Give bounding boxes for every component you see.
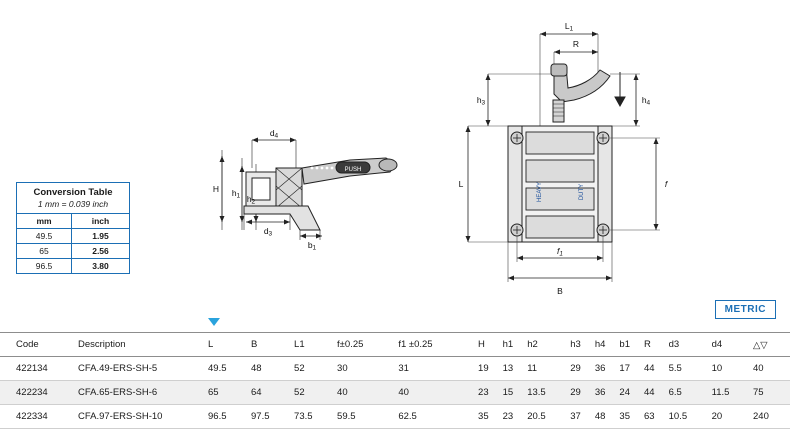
conversion-row <box>17 259 129 274</box>
cell-H: 35 <box>478 405 503 429</box>
cell-B: 64 <box>251 381 294 405</box>
th-h1: h1 <box>503 333 528 357</box>
heavy-text: HEAVY <box>537 182 543 202</box>
conversion-inch-value: 3.80 <box>72 259 130 274</box>
cell-h1: 13 <box>503 357 528 381</box>
cell-description: CFA.65-ERS-SH-6 <box>78 381 208 405</box>
cell-h1: 15 <box>503 381 528 405</box>
cell-h2: 20.5 <box>527 405 570 429</box>
duty-text: DUTY <box>579 183 585 201</box>
cell-H: 23 <box>478 381 503 405</box>
dim-label-h2: h2 <box>246 194 256 206</box>
dim-label-f: f <box>664 179 668 189</box>
cell-L1: 73.5 <box>294 405 337 429</box>
cell-h4: 36 <box>595 357 620 381</box>
cell-code: 422234 <box>0 381 78 405</box>
th-weight <box>753 333 790 357</box>
cell-L1: 52 <box>294 381 337 405</box>
cell-f: 40 <box>337 381 398 405</box>
conversion-inch-value: 2.56 <box>72 244 130 259</box>
cell-d4: 11.5 <box>712 381 753 405</box>
cell-h2: 13.5 <box>527 381 570 405</box>
dim-label-f1: f1 <box>557 246 563 258</box>
cell-f1: 31 <box>398 357 478 381</box>
cell-d3: 10.5 <box>669 405 712 429</box>
cell-f: 59.5 <box>337 405 398 429</box>
cell-b1: 24 <box>619 381 644 405</box>
column-marker-icon <box>208 318 220 326</box>
conversion-row <box>17 229 129 244</box>
dim-label-B: B <box>557 286 563 296</box>
cell-d4: 20 <box>712 405 753 429</box>
cell-weight: 75 <box>753 381 790 405</box>
cell-weight: 240 <box>753 405 790 429</box>
cell-H: 19 <box>478 357 503 381</box>
conversion-mm-value: 65 <box>17 244 72 259</box>
th-L: L <box>208 333 251 357</box>
specification-table <box>0 332 790 429</box>
table-row <box>0 405 790 429</box>
front-view-drawing <box>450 14 680 304</box>
cell-weight: 40 <box>753 357 790 381</box>
conversion-row <box>17 244 129 259</box>
cell-L: 49.5 <box>208 357 251 381</box>
dim-label-h3: h3 <box>476 95 486 107</box>
cell-h4: 48 <box>595 405 620 429</box>
th-B: B <box>251 333 294 357</box>
dim-label-L1: L1 <box>564 21 574 33</box>
cell-h3: 37 <box>570 405 595 429</box>
th-h3: h3 <box>570 333 595 357</box>
side-view-drawing <box>200 110 440 250</box>
dim-label-h1: h1 <box>231 188 241 200</box>
th-h2: h2 <box>527 333 570 357</box>
conversion-header-inch: inch <box>72 214 130 229</box>
cell-b1: 35 <box>619 405 644 429</box>
conversion-header-mm: mm <box>17 214 72 229</box>
th-code: Code <box>0 333 78 357</box>
dim-label-R: R <box>572 39 580 49</box>
dim-label-b1: b1 <box>307 240 317 250</box>
th-f: f±0.25 <box>337 333 398 357</box>
cell-R: 44 <box>644 357 669 381</box>
cell-d3: 5.5 <box>669 357 712 381</box>
dim-label-L: L <box>458 179 464 189</box>
conversion-table <box>16 182 130 274</box>
cell-h2: 11 <box>527 357 570 381</box>
cell-d4: 10 <box>712 357 753 381</box>
cell-description: CFA.97-ERS-SH-10 <box>78 405 208 429</box>
th-L1: L1 <box>294 333 337 357</box>
dim-label-H: H <box>212 184 220 194</box>
cell-L: 65 <box>208 381 251 405</box>
cell-R: 44 <box>644 381 669 405</box>
table-row <box>0 357 790 381</box>
cell-f: 30 <box>337 357 398 381</box>
cell-L1: 52 <box>294 357 337 381</box>
dim-label-d4: d4 <box>269 128 279 140</box>
cell-f1: 40 <box>398 381 478 405</box>
th-description: Description <box>78 333 208 357</box>
table-header-row <box>0 333 790 357</box>
cell-h1: 23 <box>503 405 528 429</box>
cell-description: CFA.49-ERS-SH-5 <box>78 357 208 381</box>
cell-code: 422134 <box>0 357 78 381</box>
dim-label-d3: d3 <box>263 226 273 238</box>
cell-code: 422334 <box>0 405 78 429</box>
table-row <box>0 381 790 405</box>
cell-d3: 6.5 <box>669 381 712 405</box>
cell-B: 48 <box>251 357 294 381</box>
cell-B: 97.5 <box>251 405 294 429</box>
th-d4: d4 <box>712 333 753 357</box>
cell-h4: 36 <box>595 381 620 405</box>
th-b1: b1 <box>619 333 644 357</box>
conversion-mm-value: 49.5 <box>17 229 72 244</box>
th-H: H <box>478 333 503 357</box>
cell-b1: 17 <box>619 357 644 381</box>
conversion-table-title: Conversion Table <box>33 187 113 198</box>
conversion-mm-value: 96.5 <box>17 259 72 274</box>
metric-badge: METRIC <box>715 300 776 319</box>
cell-h3: 29 <box>570 357 595 381</box>
cell-L: 96.5 <box>208 405 251 429</box>
push-label: PUSH <box>344 167 362 173</box>
cell-f1: 62.5 <box>398 405 478 429</box>
th-R: R <box>644 333 669 357</box>
cell-h3: 29 <box>570 381 595 405</box>
dim-label-h4: h4 <box>641 95 651 107</box>
weight-icon: △▽ <box>753 340 768 351</box>
conversion-inch-value: 1.95 <box>72 229 130 244</box>
th-h4: h4 <box>595 333 620 357</box>
th-f1: f1 ±0.25 <box>398 333 478 357</box>
cell-R: 63 <box>644 405 669 429</box>
conversion-table-subtitle: 1 mm = 0.039 inch <box>37 199 109 209</box>
th-d3: d3 <box>669 333 712 357</box>
